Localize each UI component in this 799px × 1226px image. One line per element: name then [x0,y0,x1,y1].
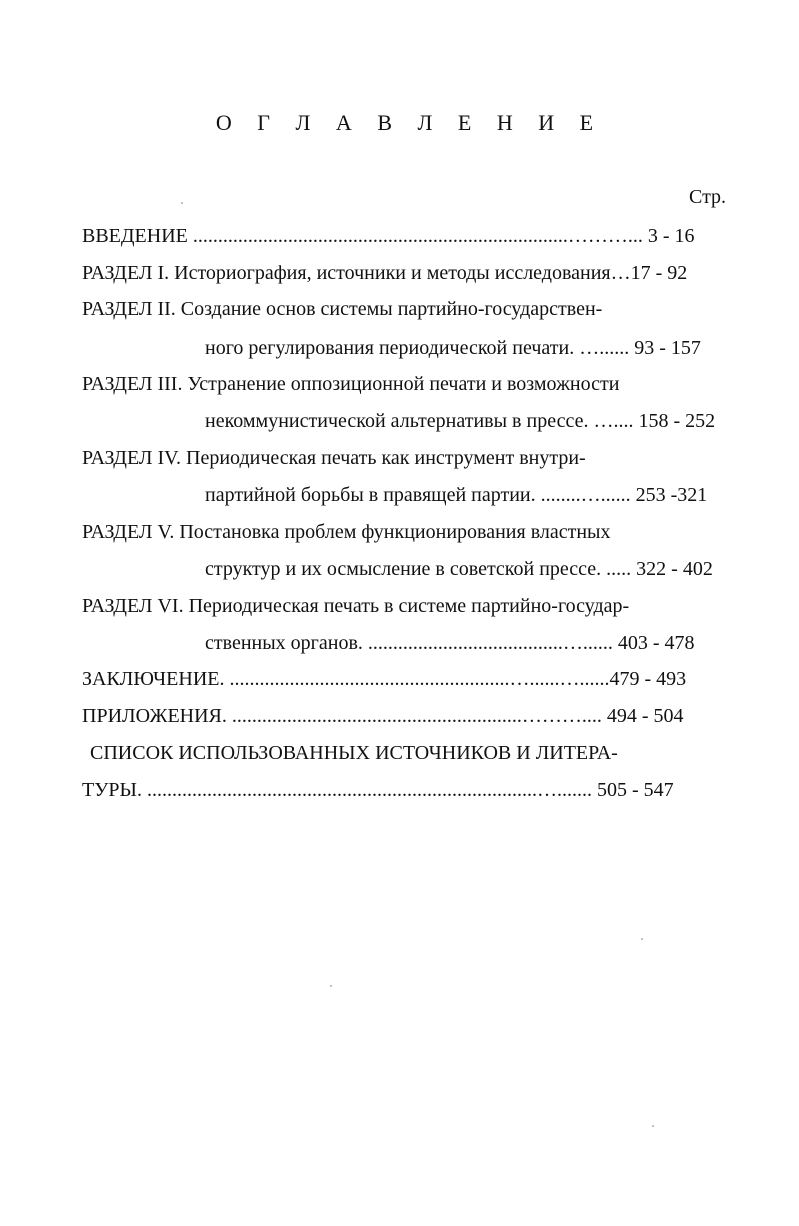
toc-entry-introduction: ВВЕДЕНИЕ ...........................................................................………... 3 - 16 [82,225,695,247]
toc-entry-appendices: ПРИЛОЖЕНИЯ. ..........................................................……….... 494 - 504 [82,705,684,727]
toc-entry-section-2-cont: ного регулирования периодической печати. …...... 93 - 157 [205,337,701,359]
page-column-label: Стр. [689,186,727,208]
toc-entry-section-5-cont: структур и их осмысление в советской прессе. ..... 322 - 402 [205,558,713,580]
toc-entry-section-4-cont: партийной борьбы в правящей партии. ........…...... 253 -321 [205,484,708,506]
scan-speck [330,985,332,987]
toc-entry-section-4: РАЗДЕЛ IV. Периодическая печать как инструмент внутри- [82,447,586,469]
scan-speck [181,202,183,204]
toc-entry-references-cont: ТУРЫ. ..............................................................................…....... 505 - 547 [82,779,674,801]
toc-entry-conclusion: ЗАКЛЮЧЕНИЕ. ........................................................…......…......479 - 493 [82,668,687,690]
toc-entry-section-5: РАЗДЕЛ V. Постановка проблем функционирования властных [82,521,611,543]
toc-entry-section-6: РАЗДЕЛ VI. Периодическая печать в системе партийно-государ- [82,595,630,617]
toc-entry-references: СПИСОК ИСПОЛЬЗОВАННЫХ ИСТОЧНИКОВ И ЛИТЕРА- [90,742,618,764]
toc-entry-section-6-cont: ственных органов. .......................................…...... 403 - 478 [205,632,695,654]
toc-entry-section-3: РАЗДЕЛ III. Устранение оппозиционной печати и возможности [82,373,620,395]
toc-entry-section-1: РАЗДЕЛ I. Историография, источники и методы исследования…17 - 92 [82,262,688,284]
page-title: О Г Л А В Л Е Н И Е [215,110,604,135]
toc-entry-section-2: РАЗДЕЛ II. Создание основ системы партийно-государствен- [82,298,603,320]
toc-entry-section-3-cont: некоммунистической альтернативы в прессе. ….... 158 - 252 [205,410,716,432]
scan-speck [641,938,643,940]
scan-speck [652,1125,654,1127]
